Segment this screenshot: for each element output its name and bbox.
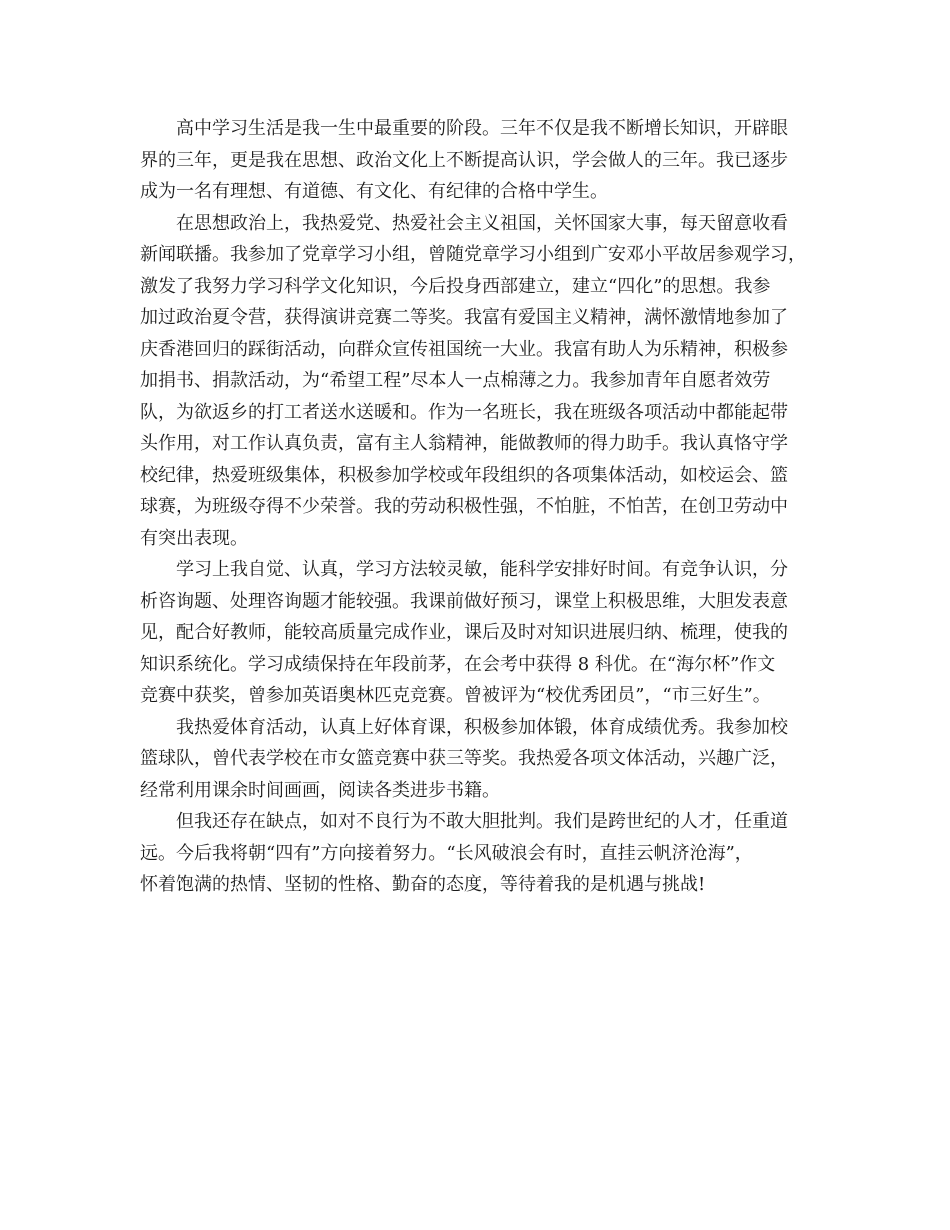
paragraph-line: 界的三年，更是我在思想、政治文化上不断提高认识，学会做人的三年。我已逐步 xyxy=(140,149,788,171)
paragraph-line: 远。今后我将朝“四有”方向接着努力。“长风破浪会有时，直挂云帆济沧海”， xyxy=(140,842,753,864)
paragraph-line: 加捐书、捐款活动，为“希望工程”尽本人一点棉薄之力。我参加青年自愿者效劳 xyxy=(140,370,771,391)
paragraph-1 xyxy=(140,113,820,208)
paragraph-line: 头作用，对工作认真负责，富有主人翁精神，能做教师的得力助手。我认真恪守学 xyxy=(140,433,788,454)
paragraph-line: 知识系统化。学习成绩保持在年段前茅，在会考中获得 8 科优。在“海尔杯”作文 xyxy=(140,653,776,675)
paragraph-5 xyxy=(140,806,820,901)
paragraph-3 xyxy=(140,554,820,712)
paragraph-line: 见，配合好教师，能较高质量完成作业，课后及时对知识进展归纳、梳理，使我的 xyxy=(140,622,788,643)
paragraph-line: 经常利用课余时间画画，阅读各类进步书籍。 xyxy=(140,779,500,801)
paragraph-line: 激发了我努力学习科学文化知识，今后投身西部建立，建立“四化”的思想。我参 xyxy=(140,275,771,297)
paragraph-line: 竞赛中获奖，曾参加英语奥林匹克竞赛。曾被评为“校优秀团员”，“市三好生”。 xyxy=(140,685,771,706)
paragraph-line: 篮球队，曾代表学校在市女篮竞赛中获三等奖。我热爱各项文体活动，兴趣广泛， xyxy=(140,748,788,769)
paragraph-line: 怀着饱满的热情、坚韧的性格、勤奋的态度，等待着我的是机遇与挑战! xyxy=(140,874,706,895)
paragraph-line: 但我还存在缺点，如对不良行为不敢大胆批判。我们是跨世纪的人才，任重道 xyxy=(176,811,788,832)
paragraph-line: 学习上我自觉、认真，学习方法较灵敏，能科学安排好时间。有竞争认识，分 xyxy=(176,559,788,580)
paragraph-line: 析咨询题、处理咨询题才能较强。我课前做好预习，课堂上积极思维，大胆发表意 xyxy=(140,590,788,612)
paragraph-line: 有突出表现。 xyxy=(140,527,248,549)
paragraph-line: 庆香港回归的踩街活动，向群众宣传祖国统一大业。我富有助人为乐精神，积极参 xyxy=(140,338,788,360)
paragraph-line: 高中学习生活是我一生中最重要的阶段。三年不仅是我不断增长知识，开辟眼 xyxy=(176,118,788,139)
paragraph-line: 成为一名有理想、有道德、有文化、有纪律的合格中学生。 xyxy=(140,181,608,202)
paragraph-2 xyxy=(140,208,820,555)
paragraph-line: 加过政治夏令营，获得演讲竞赛二等奖。我富有爱国主义精神，满怀激情地参加了 xyxy=(140,307,788,328)
paragraph-line: 我热爱体育活动，认真上好体育课，积极参加体锻，体育成绩优秀。我参加校 xyxy=(176,716,788,738)
paragraph-line: 球赛，为班级夺得不少荣誉。我的劳动积极性强，不怕脏，不怕苦，在创卫劳动中 xyxy=(140,496,788,517)
paragraph-line: 新闻联播。我参加了党章学习小组，曾随党章学习小组到广安邓小平故居参观学习， xyxy=(140,244,806,265)
paragraph-line: 队，为欲返乡的打工者送水送暖和。作为一名班长，我在班级各项活动中都能起带 xyxy=(140,401,788,423)
paragraph-4 xyxy=(140,712,820,807)
document-body xyxy=(140,113,820,901)
paragraph-line: 校纪律，热爱班级集体，积极参加学校或年段组织的各项集体活动，如校运会、篮 xyxy=(140,464,788,486)
paragraph-line: 在思想政治上，我热爱党、热爱社会主义祖国，关怀国家大事，每天留意收看 xyxy=(176,212,788,234)
